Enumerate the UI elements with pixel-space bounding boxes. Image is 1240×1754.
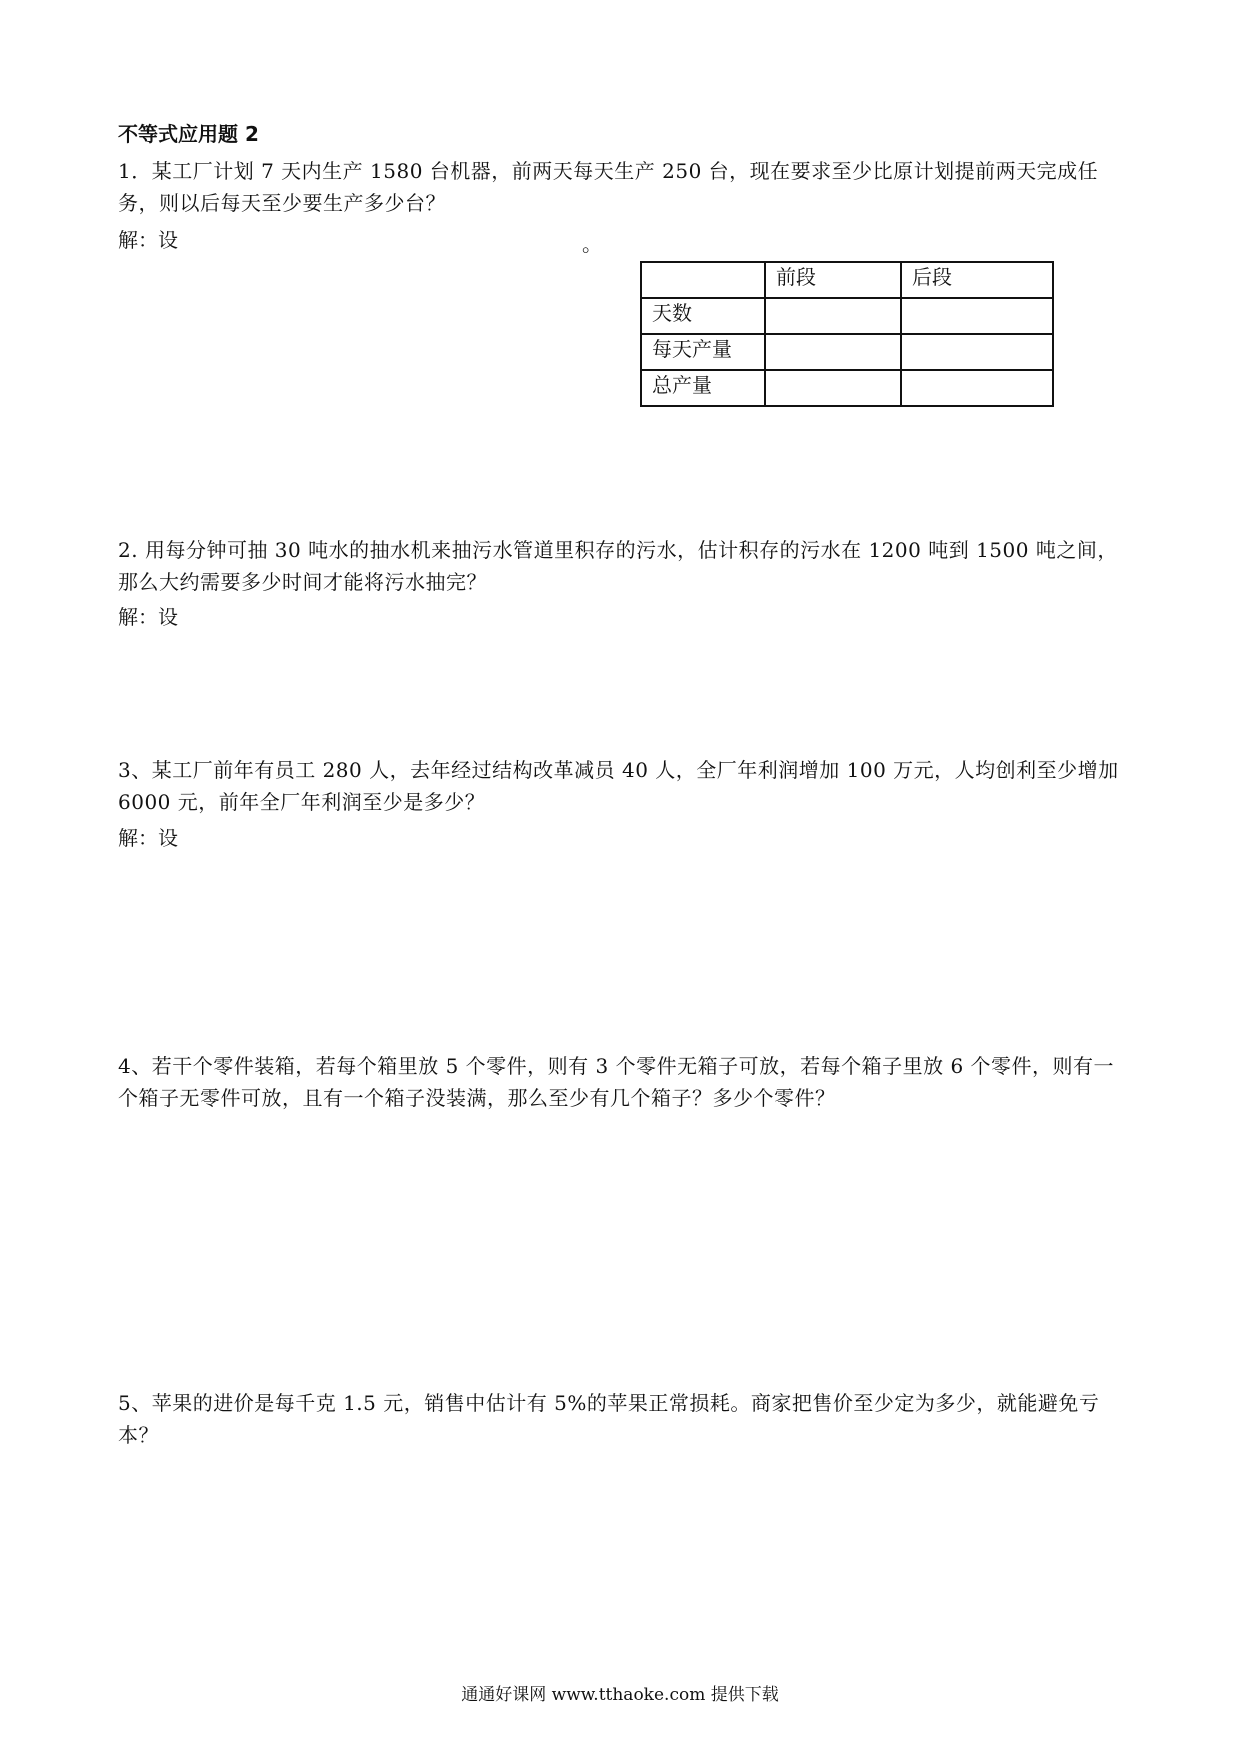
table-row — [641, 298, 1053, 334]
table-row-label: 天数 — [641, 298, 765, 334]
table-cell — [765, 298, 901, 334]
solution-label-1: 解：设 — [118, 228, 178, 252]
table-cell — [901, 334, 1053, 370]
blank-end-period: 。 — [582, 232, 602, 256]
question-3: 3、某工厂前年有员工 280 人，去年经过结构改革减员 40 人，全厂年利润增加 100 万元，人均创利至少增加 6000 元，前年全厂年利润至少是多少？ — [118, 758, 1119, 814]
solution-label-3: 解：设 — [118, 826, 178, 850]
table-cell — [765, 370, 901, 406]
table-row — [641, 370, 1053, 406]
question-1: 1．某工厂计划 7 天内生产 1580 台机器，前两天每天生产 250 台，现在要求至少比原计划提前两天完成任务，则以后每天至少要生产多少台？ — [118, 159, 1099, 215]
table-cell — [765, 334, 901, 370]
table-row-label: 总产量 — [641, 370, 765, 406]
data-table — [640, 261, 1054, 407]
question-4: 4、若干个零件装箱，若每个箱里放 5 个零件，则有 3 个零件无箱子可放，若每个箱子里放 6 个零件，则有一个箱子无零件可放，且有一个箱子没装满，那么至少有几个箱子？多少个零件？ — [118, 1054, 1115, 1110]
question-2: 2. 用每分钟可抽 30 吨水的抽水机来抽污水管道里积存的污水，估计积存的污水在 1200 吨到 1500 吨之间，那么大约需要多少时间才能将污水抽完？ — [118, 538, 1118, 594]
table-cell — [901, 298, 1053, 334]
table-row-label: 每天产量 — [641, 334, 765, 370]
table-row — [641, 334, 1053, 370]
question-5: 5、苹果的进价是每千克 1.5 元，销售中估计有 5%的苹果正常损耗。商家把售价至少定为多少，就能避免亏本？ — [118, 1391, 1100, 1447]
solution-label-2: 解：设 — [118, 605, 178, 629]
table-header-cell: 前段 — [765, 262, 901, 298]
table-header-row — [641, 262, 1053, 298]
footer-source: 通通好课网 www.tthaoke.com 提供下载 — [461, 1685, 779, 1705]
page-title: 不等式应用题 2 — [118, 122, 259, 146]
table-cell — [901, 370, 1053, 406]
table-header-cell: 后段 — [901, 262, 1053, 298]
table-cell — [641, 262, 765, 298]
